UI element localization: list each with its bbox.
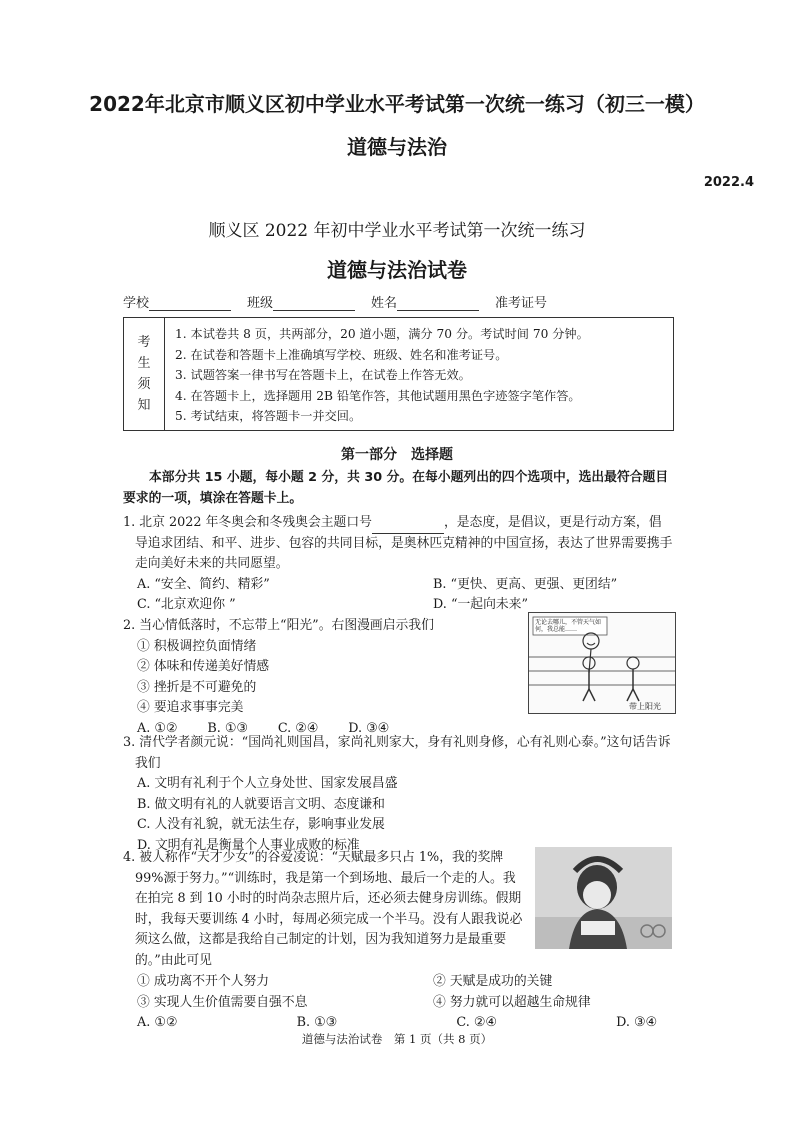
exam-subtitle: 道德与法治试卷 — [327, 258, 467, 282]
cartoon-image — [528, 612, 676, 714]
question-1-options — [123, 575, 673, 616]
question-2-items — [123, 637, 523, 719]
field-exam-id: 准考证号 — [495, 296, 548, 311]
option-b: B. “更快、更高、更强、更团结” — [433, 576, 618, 592]
name-blank — [397, 296, 479, 311]
statement-item: ③ 实现人生价值需要自强不息 — [137, 994, 308, 1010]
question-4 — [123, 848, 528, 971]
option-c: C. ②④ — [277, 720, 319, 736]
field-name: 姓名 — [371, 292, 479, 311]
option-c: C. “北京欢迎你 ” — [137, 597, 236, 612]
question-4-items — [123, 972, 673, 1013]
option-a: A. ①② — [137, 1015, 178, 1030]
notice-item: 3. 试题答案一律书写在答题卡上，在试卷上作答无效。 — [175, 368, 471, 382]
notice-label: 考 生 须 知 — [124, 318, 165, 430]
statement-item: ② 天赋是成功的关键 — [433, 974, 553, 989]
cartoon-caption: 带上阳光 — [629, 702, 661, 711]
document-subject: 道德与法治 — [347, 135, 447, 159]
student-info-line — [123, 292, 547, 311]
option-b: B. ①③ — [296, 1015, 338, 1030]
notice-item: 2. 在试卷和答题卡上准确填写学校、班级、姓名和准考证号。 — [175, 347, 508, 362]
option-d: D. 文明有礼是衡量个人事业成败的标准 — [137, 837, 360, 853]
question-1-stem: 1. 北京 2022 年冬奥会和冬残奥会主题口号 ，是态度，是倡议，更是行动方案，倡导追求团结、和平、进步、包容的共同目标，是奥林匹克精神的中国宣扬，表达了世界需要携手走向美好未来的共同愿望。 — [123, 515, 673, 571]
statement-item: ① 积极调控负面情绪 — [137, 638, 257, 654]
option-b: B. ①③ — [207, 720, 248, 736]
notice-item: 5. 考试结束，将答题卡一并交回。 — [175, 409, 362, 423]
option-d: D. ③④ — [616, 1015, 657, 1030]
question-4-stem: 4. 被人称作“天才少女”的谷爱凌说：“天赋最多只占 1%，我的奖牌 99%源于努力。”“训练时，我是第一个到场地、最后一个走的人。我在拍完 8 到 10 小时的时尚杂志照片后，还必须去健身房训练。假期时，我每天要训练 4 小时，每周必须完成一个半马。没有人跟我说必须这么做，这都是我给自己制定的计划，因为我知道努力是最重要的。”由此可见 — [123, 850, 523, 968]
part-heading: 第一部分 选择题 — [341, 447, 453, 463]
question-4-choices — [123, 972, 673, 1034]
class-blank — [273, 296, 355, 311]
field-class: 班级 — [247, 292, 355, 311]
notice-item: 1. 本试卷共 8 页，共两部分，20 道小题，满分 70 分。考试时间 70 分钟。 — [175, 327, 589, 341]
question-3-stem: 3. 清代学者颜元说：“国尚礼则国昌，家尚礼则家大，身有礼则身修，心有礼则心泰。”这句话告诉我们 — [123, 735, 671, 771]
question-2 — [123, 616, 523, 739]
option-b: B. 做文明有礼的人就要语言文明、态度谦和 — [137, 796, 385, 812]
statement-item: ④ 要追求事事完美 — [137, 700, 244, 715]
option-c: C. ②④ — [456, 1015, 497, 1030]
question-3 — [123, 733, 673, 856]
question-1 — [123, 513, 673, 616]
statement-item: ② 体味和传递美好情感 — [137, 659, 270, 674]
notice-list — [165, 318, 589, 430]
page-footer: 道德与法治试卷 第 1 页（共 8 页） — [301, 1032, 493, 1046]
question-3-options — [123, 774, 673, 856]
option-a: A. “安全、简约、精彩” — [137, 576, 270, 592]
field-school: 学校 — [123, 292, 231, 311]
statement-item: ③ 挫折是不可避免的 — [137, 679, 257, 695]
option-c: C. 人没有礼貌，就无法生存，影响事业发展 — [137, 817, 385, 832]
option-d: D. ③④ — [348, 720, 390, 736]
statement-item: ④ 努力就可以超越生命规律 — [433, 994, 591, 1010]
school-blank — [149, 296, 231, 311]
notice-item: 4. 在答题卡上，选择题用 2B 铅笔作答，其他试题用黑色字迹签字笔作答。 — [175, 388, 581, 403]
statement-item: ① 成功离不开个人努力 — [137, 974, 270, 989]
option-a: A. 文明有礼利于个人立身处世、国家发展昌盛 — [137, 776, 398, 791]
part-intro: 本部分共 15 小题，每小题 2 分，共 30 分。在每小题列出的四个选项中，选出最符合题目要求的一项，填涂在答题卡上。 — [123, 470, 669, 506]
athlete-photo-drawing — [535, 847, 672, 949]
answer-blank — [372, 520, 444, 534]
document-title: 2022年北京市顺义区初中学业水平考试第一次统一练习（初三一模） — [89, 92, 705, 116]
option-d: D. “一起向未来” — [433, 597, 529, 612]
exam-title: 顺义区 2022 年初中学业水平考试第一次统一练习 — [208, 221, 586, 241]
athlete-photo — [535, 847, 672, 949]
question-2-stem: 2. 当心情低落时，不忘带上“阳光”。右图漫画启示我们 — [123, 618, 434, 633]
option-a: A. ①② — [137, 720, 178, 736]
document-date: 2022.4 — [703, 175, 754, 190]
candidate-notice-box — [123, 317, 674, 431]
cartoon-speech-bubble: 无论去哪儿，不管天气如何，我总能…… — [535, 619, 602, 633]
